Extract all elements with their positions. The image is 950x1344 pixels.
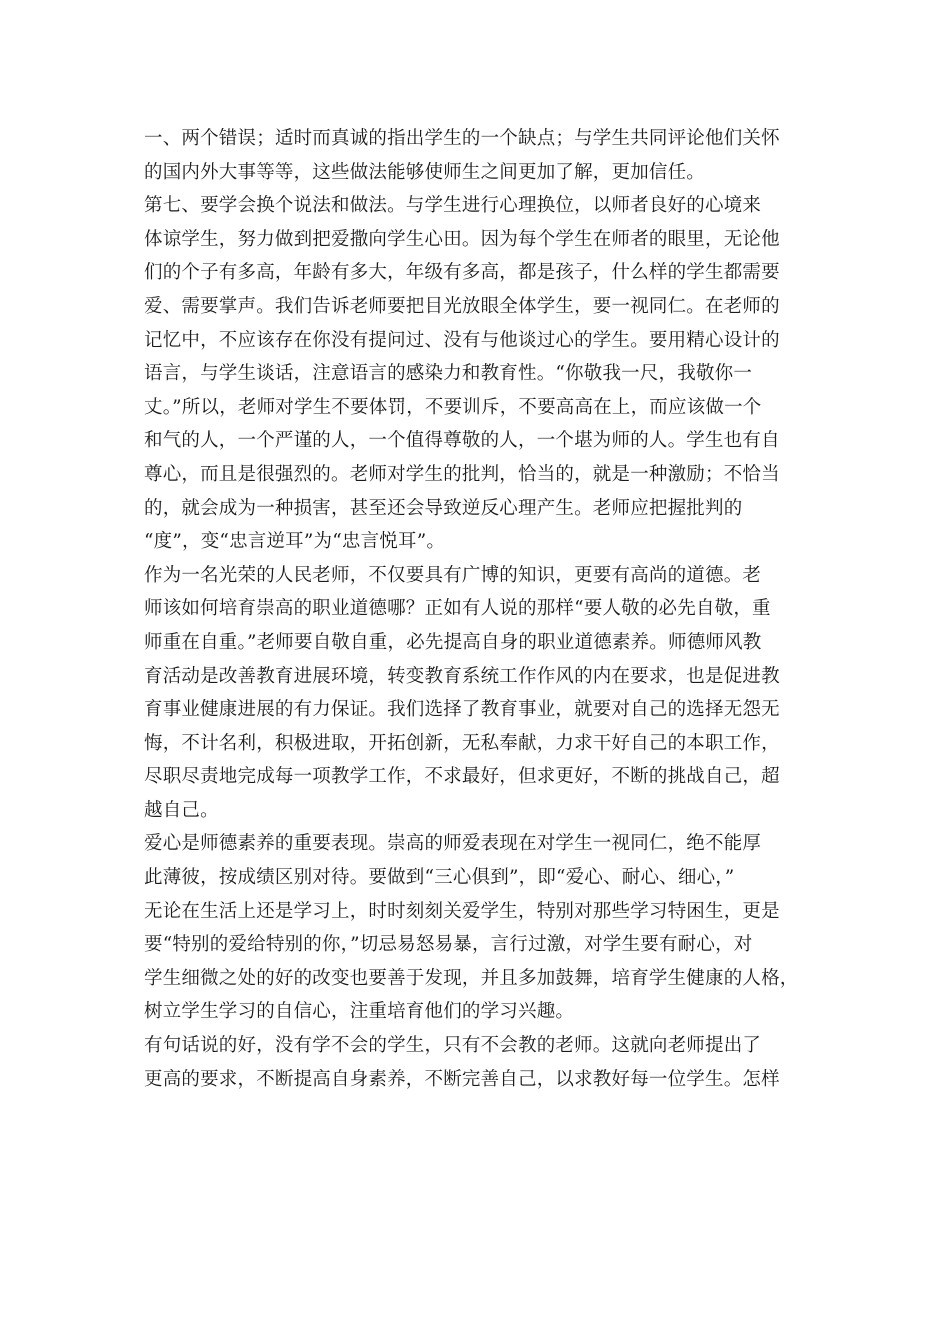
text-line: 爱、需要掌声。我们告诉老师要把目光放眼全体学生，要一视同仁。在老师的 [144,295,780,317]
text-line: 育活动是改善教育进展环境，转变教育系统工作作风的内在要求，也是促进教 [144,665,780,687]
text-line: 尽职尽责地完成每一项教学工作，不求最好，但求更好，不断的挑战自己，超 [144,766,780,788]
text-line: 爱心是师德素养的重要表现。崇高的师爱表现在对学生一视同仁，绝不能厚 [144,833,762,855]
text-line: “度”，变“忠言逆耳”为“忠言悦耳”。 [144,531,446,553]
text-line: 树立学生学习的自信心，注重培育他们的学习兴趣。 [144,1001,575,1023]
text-line: 无论在生活上还是学习上，时时刻刻关爱学生，特别对那些学习特困生，更是 [144,900,780,922]
text-line: 丈。”所以，老师对学生不要体罚，不要训斥，不要高高在上，而应该做一个 [144,396,762,418]
text-line: 有句话说的好，没有学不会的学生，只有不会教的老师。这就向老师提出了 [144,1035,762,1057]
text-line: 作为一名光荣的人民老师，不仅要具有广博的知识，更要有高尚的道德。老 [144,564,762,586]
text-line: 悔，不计名利，积极进取，开拓创新，无私奉献，力求干好自己的本职工作， [144,732,780,754]
text-line: 要“特别的爱给特别的你，”切忌易怒易暴，言行过激，对学生要有耐心，对 [144,934,753,956]
text-line: 师重在自重。”老师要自敬自重，必先提高自身的职业道德素养。师德师风教 [144,631,762,653]
text-line: 一、两个错误；适时而真诚的指出学生的一个缺点；与学生共同评论他们关怀 [144,128,780,149]
text-line: 尊心，而且是很强烈的。老师对学生的批判，恰当的，就是一种激励；不恰当 [144,463,780,485]
document-body [144,122,814,1096]
text-line: 此薄彼，按成绩区别对待。要做到“三心俱到”，即“爱心、耐心、细心，” [144,867,735,889]
text-line: 体谅学生，努力做到把爱撒向学生心田。因为每个学生在师者的眼里，无论他 [144,228,780,250]
text-line: 和气的人，一个严谨的人，一个值得尊敬的人，一个堪为师的人。学生也有自 [144,430,780,452]
text-line: 语言，与学生谈话，注意语言的感染力和教育性。“你敬我一尺，我敬你一 [144,363,753,385]
text-line: 越自己。 [144,799,219,821]
text-line: 学生细微之处的好的改变也要善于发现，并且多加鼓舞，培育学生健康的人格， [144,967,799,989]
text-line: 记忆中，不应该存在你没有提问过、没有与他谈过心的学生。要用精心设计的 [144,329,780,351]
text-line: 的国内外大事等等，这些做法能够使师生之间更加了解，更加信任。 [144,161,706,183]
text-line: 们的个子有多高，年龄有多大，年级有多高，都是孩子，什么样的学生都需要 [144,262,780,284]
text-line: 的，就会成为一种损害，甚至还会导致逆反心理产生。老师应把握批判的 [144,497,743,519]
text-line: 更高的要求，不断提高自身素养，不断完善自己，以求教好每一位学生。怎样 [144,1068,780,1090]
text-line: 第七、要学会换个说法和做法。与学生进行心理换位，以师者良好的心境来 [144,195,762,217]
text-line: 师该如何培育崇高的职业道德哪？正如有人说的那样“要人敬的必先自敬，重 [144,598,771,620]
text-line: 育事业健康进展的有力保证。我们选择了教育事业，就要对自己的选择无怨无 [144,699,780,721]
